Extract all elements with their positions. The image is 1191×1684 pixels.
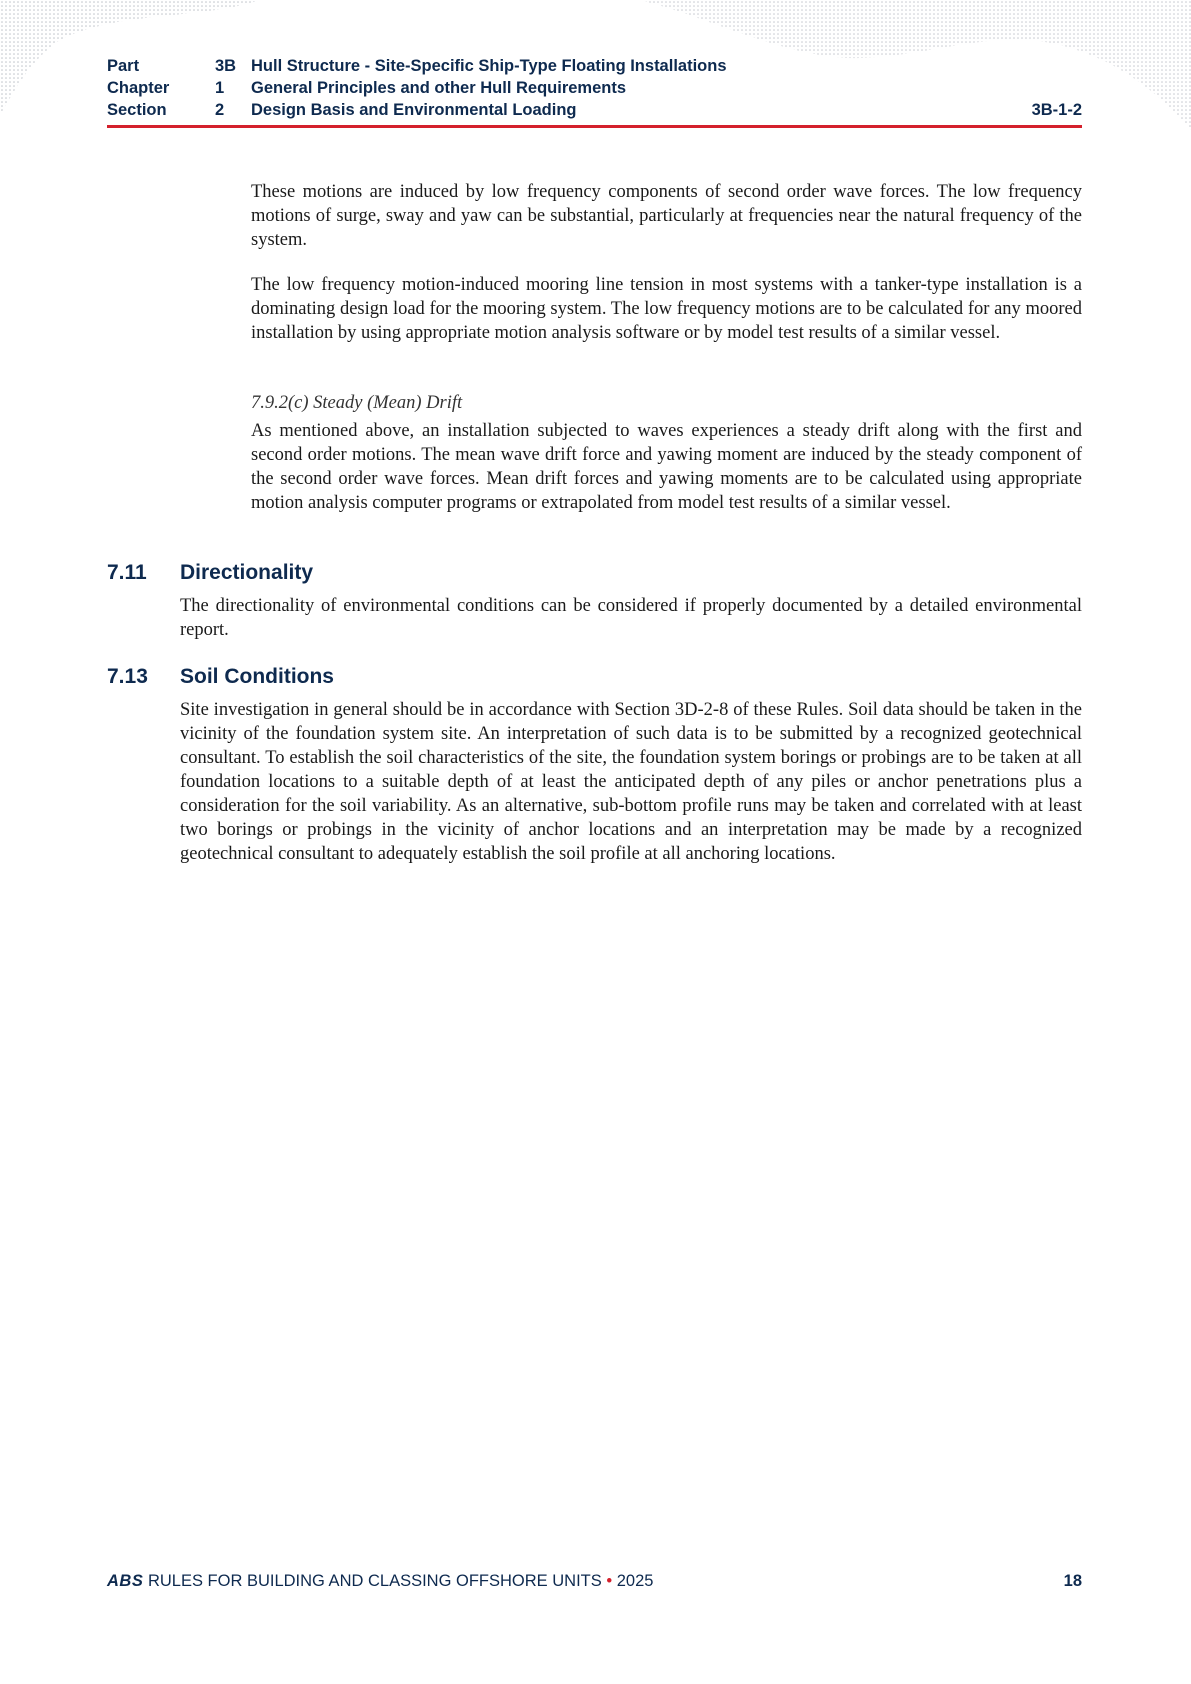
- running-footer: [107, 1572, 1082, 1591]
- paragraph-directionality: The directionality of environmental conditions can be considered if properly documented by a detailed environmental report.: [180, 596, 1082, 640]
- footer-title: RULES FOR BUILDING AND CLASSING OFFSHORE UNITS: [147, 1572, 602, 1590]
- header-row-chapter: [107, 77, 1082, 99]
- header-divider: [107, 125, 1082, 128]
- section-heading-directionality: [107, 561, 313, 585]
- section-title: Directionality: [180, 561, 314, 584]
- section-number: 7.13: [107, 665, 148, 688]
- header-page-ref: 3B-1-2: [1031, 101, 1082, 119]
- header-key: Chapter: [107, 79, 170, 97]
- header-row-section: [107, 99, 1082, 121]
- header-num: 1: [215, 79, 225, 97]
- paragraph-soil-conditions: Site investigation in general should be in accordance with Section 3D-2-8 of these Rules. Soil data should be taken in the vicinity of the foundation system site. An interpretation of such data is to be submitted by a recognized geotechnical consultant. To establish the soil characteristics of the site, the foundation system borings or probings are to be taken at all foundation locations to a suitable depth of at least the anticipated depth of any piles or anchor penetrations plus a consideration for the soil variability. As an alternative, sub-bottom profile runs may be taken and correlated with at least two borings or probings in the vicinity of anchor locations and an interpretation may be made by a recognized geotechnical consultant to adequately establish the soil profile at all anchoring locations.: [180, 700, 1082, 864]
- footer-separator: •: [606, 1572, 613, 1590]
- section-heading-soil-conditions: [107, 665, 334, 689]
- page-number: 18: [1063, 1572, 1082, 1590]
- subheading-steady-drift: 7.9.2(c) Steady (Mean) Drift: [251, 393, 463, 413]
- header-key: Section: [107, 101, 167, 119]
- header-key: Part: [107, 57, 140, 75]
- header-value: Hull Structure - Site-Specific Ship-Type Floating Installations: [251, 57, 727, 75]
- running-header: [107, 55, 1082, 121]
- header-value: General Principles and other Hull Requirements: [251, 79, 627, 97]
- section-title: Soil Conditions: [180, 665, 334, 688]
- section-number: 7.11: [107, 561, 147, 584]
- header-num: 3B: [215, 57, 237, 75]
- footer-year: 2025: [616, 1572, 654, 1590]
- paragraph-low-frequency: These motions are induced by low frequency components of second order wave forces. The low frequency motions of surge, sway and yaw can be substantial, particularly at frequencies near the natural frequency of the system.: [251, 182, 1082, 250]
- paragraph-steady-drift: As mentioned above, an installation subjected to waves experiences a steady drift along with the first and second order motions. The mean wave drift force and yawing moment are induced by the steady component of the second order wave forces. Mean drift forces and yawing moments are to be calculated using appropriate motion analysis computer programs or extrapolated from model test results of a similar vessel.: [251, 421, 1082, 513]
- header-row-part: [107, 55, 1082, 77]
- paragraph-mooring-tension: The low frequency motion-induced mooring line tension in most systems with a tanker-type installation is a dominating design load for the mooring system. The low frequency motions are to be calculated for any moored installation by using appropriate motion analysis software or by model test results of a similar vessel.: [251, 275, 1082, 343]
- header-num: 2: [215, 101, 225, 119]
- header-value: Design Basis and Environmental Loading: [251, 101, 577, 119]
- abs-logo: ABS: [107, 1572, 144, 1590]
